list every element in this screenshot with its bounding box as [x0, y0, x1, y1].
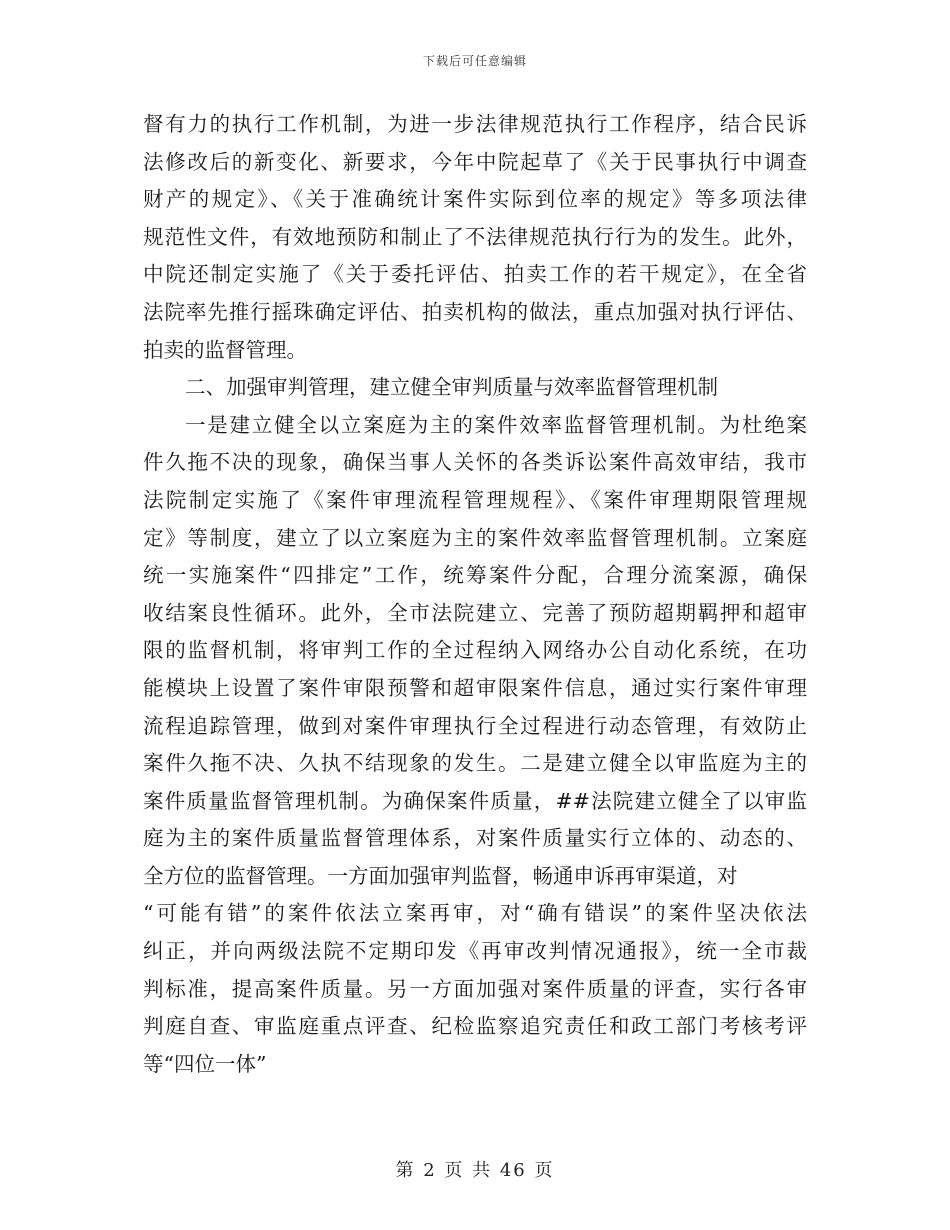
- page-number: 第 2 页 共 46 页: [395, 1160, 555, 1181]
- body-line: 法院制定实施了《案件审理流程管理规程》、《案件审理期限管理规: [143, 487, 807, 512]
- body-line: 督有力的执行工作机制，为进一步法律规范执行工作程序，结合民诉: [143, 112, 807, 136]
- body-line: 拍卖的监督管理。: [143, 337, 307, 362]
- body-line: 规范性文件，有效地预防和制止了不法律规范执行行为的发生。此外，: [143, 224, 807, 249]
- body-line: 中院还制定实施了《关于委托评估、拍卖工作的若干规定》，在全省: [143, 262, 807, 287]
- body-line: 统一实施案件“四排定”工作，统筹案件分配，合理分流案源，确保: [143, 563, 807, 588]
- body-line: 案件质量监督管理机制。为确保案件质量，##法院建立健全了以审监: [143, 788, 807, 813]
- page-header: 下载后可任意编辑: [422, 54, 527, 68]
- body-line: 财产的规定》、《关于准确统计案件实际到位率的规定》等多项法律: [143, 187, 807, 212]
- body-line: 流程追踪管理，做到对案件审理执行全过程进行动态管理，有效防止: [143, 713, 807, 738]
- body-line: 能模块上设置了案件审限预警和超审限案件信息，通过实行案件审理: [143, 675, 807, 700]
- body-line: 纠正，并向两级法院不定期印发《再审改判情况通报》，统一全市裁: [143, 939, 807, 964]
- body-line: 等“四位一体”: [143, 1051, 267, 1076]
- body-line: 法修改后的新变化、新要求，今年中院起草了《关于民事执行中调查: [143, 149, 807, 174]
- body-line: 案件久拖不决、久执不结现象的发生。二是建立健全以审监庭为主的: [143, 751, 807, 776]
- section-heading: 二、加强审判管理，建立健全审判质量与效率监督管理机制: [185, 375, 718, 400]
- body-line: “可能有错”的案件依法立案再审，对“确有错误”的案件坚决依法: [143, 901, 807, 926]
- body-line: 判庭自查、审监庭重点评查、纪检监察追究责任和政工部门考核考评: [143, 1014, 807, 1039]
- body-line: 一是建立健全以立案庭为主的案件效率监督管理机制。为杜绝案: [185, 412, 807, 437]
- body-line: 判标准，提高案件质量。另一方面加强对案件质量的评查，实行各审: [143, 976, 807, 1001]
- body-line: 限的监督机制，将审判工作的全过程纳入网络办公自动化系统，在功: [143, 638, 807, 663]
- body-line: 全方位的监督管理。一方面加强审判监督，畅通申诉再审渠道，对: [143, 863, 738, 888]
- document-body: [143, 106, 807, 1083]
- body-line: 定》等制度，建立了以立案庭为主的案件效率监督管理机制。立案庭: [143, 525, 807, 550]
- body-line: 收结案良性循环。此外，全市法院建立、完善了预防超期羁押和超审: [143, 600, 807, 625]
- body-line: 庭为主的案件质量监督管理体系，对案件质量实行立体的、动态的、: [143, 826, 807, 851]
- body-line: 件久拖不决的现象，确保当事人关怀的各类诉讼案件高效审结，我市: [143, 450, 807, 475]
- body-line: 法院率先推行摇珠确定评估、拍卖机构的做法，重点加强对执行评估、: [143, 299, 807, 324]
